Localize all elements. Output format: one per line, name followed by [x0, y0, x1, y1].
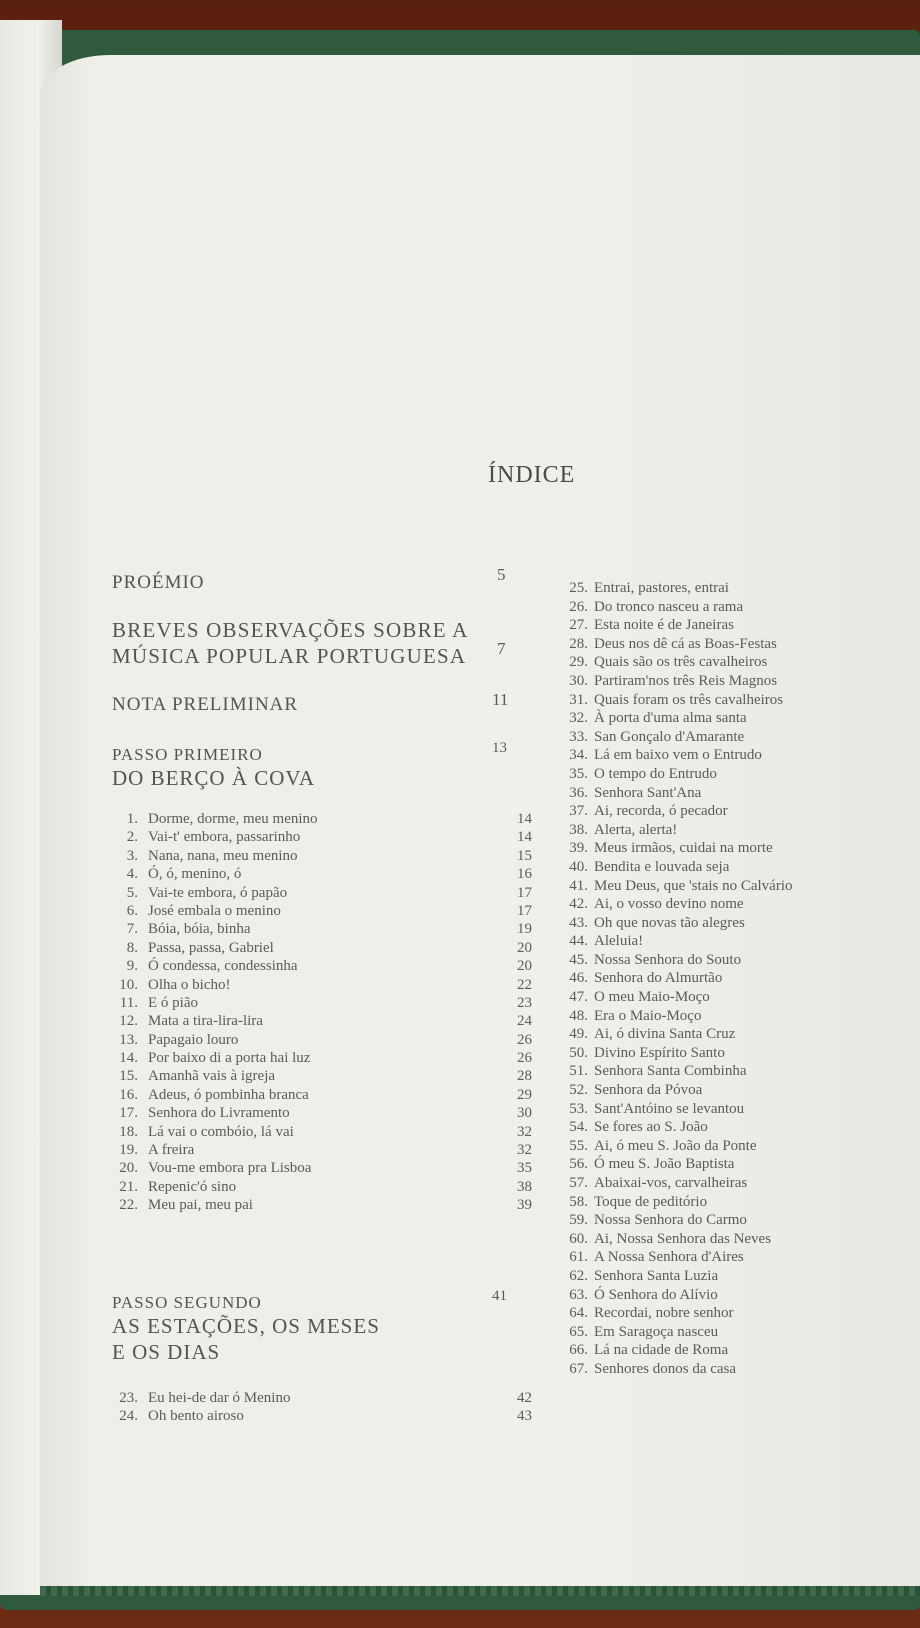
entry-number: 28.	[569, 635, 588, 652]
list-item	[560, 784, 880, 803]
list-item	[560, 728, 880, 747]
entry-number: 30.	[569, 672, 588, 689]
entry-number: 56.	[569, 1156, 588, 1173]
entry-title: Vai-te embora, ó papão	[148, 884, 288, 901]
list-item	[560, 1118, 880, 1137]
entry-number: 36.	[569, 784, 588, 801]
entry-number: 44.	[569, 933, 588, 950]
entry-number: 42.	[569, 896, 588, 913]
entry-title: Quais foram os três cavalheiros	[594, 691, 784, 708]
entry-page: 22	[517, 976, 532, 993]
entry-title: Ai, ó meu S. João da Ponte	[594, 1137, 757, 1154]
entry-number: 46.	[569, 970, 588, 987]
index-right-column	[560, 579, 880, 1379]
list-item	[112, 1159, 532, 1177]
entry-number: 10.	[119, 976, 138, 993]
entry-page: 19	[517, 921, 532, 938]
entry-page: 39	[517, 1197, 532, 1214]
entry-title: Abaixai-vos, carvalheiras	[594, 1175, 748, 1191]
list-item	[560, 616, 880, 635]
entry-number: 4.	[126, 866, 138, 883]
entry-title: Vai-t' embora, passarinho	[148, 829, 301, 846]
entry-number: 9.	[126, 958, 138, 975]
entry-title: Sant'Antóino se levantou	[594, 1100, 745, 1117]
entry-number: 25.	[569, 580, 588, 596]
entry-number: 32.	[569, 710, 588, 727]
book-binding	[40, 1586, 920, 1596]
entry-page: 42	[517, 1390, 532, 1406]
entry-title: Passa, passa, Gabriel	[148, 939, 274, 956]
entry-title: Alerta, alerta!	[594, 821, 678, 838]
entry-title: Divino Espírito Santo	[594, 1044, 725, 1061]
list-item	[560, 1062, 880, 1081]
list-item	[112, 902, 532, 920]
list-item	[112, 884, 532, 902]
entry-number: 39.	[569, 840, 588, 857]
list-item	[560, 988, 880, 1007]
entry-number: 12.	[119, 1013, 138, 1030]
entry-number: 62.	[569, 1267, 588, 1284]
entry-page: 35	[517, 1160, 532, 1177]
entry-page: 14	[517, 811, 532, 827]
entry-title: O meu Maio-Moço	[594, 989, 710, 1006]
list-item	[112, 1049, 532, 1067]
entry-title: Recordai, nobre senhor	[594, 1305, 734, 1322]
entry-title: José embala o menino	[148, 902, 281, 919]
list-item	[560, 1230, 880, 1249]
entry-number: 51.	[569, 1063, 588, 1080]
entry-number: 60.	[569, 1230, 588, 1247]
entry-number: 66.	[569, 1342, 588, 1359]
entry-number: 31.	[569, 691, 588, 708]
entry-title: Lá em baixo vem o Entrudo	[594, 747, 762, 764]
entry-number: 17.	[119, 1105, 138, 1122]
list-item	[112, 1178, 532, 1196]
entry-page: 15	[517, 847, 532, 864]
list-item	[560, 951, 880, 970]
section-passo2-page: 41	[492, 1288, 507, 1304]
entry-number: 18.	[119, 1123, 138, 1140]
list-item	[112, 920, 532, 938]
entry-title: Lá vai o combóio, lá vai	[148, 1123, 294, 1140]
list-item	[560, 579, 880, 598]
entry-number: 43.	[569, 914, 588, 931]
entry-number: 59.	[569, 1212, 588, 1229]
list-item	[112, 847, 532, 865]
section-breves-title-line1: BREVES OBSERVAÇÕES SOBRE A	[112, 618, 469, 642]
entry-number: 61.	[569, 1249, 588, 1266]
entry-title: E ó pião	[148, 994, 198, 1011]
list-item	[560, 691, 880, 710]
entry-title: Em Saragoça nasceu	[594, 1323, 719, 1340]
entry-title: Ó, ó, menino, ó	[148, 866, 242, 883]
entry-page: 32	[517, 1142, 532, 1159]
list-item	[112, 828, 532, 846]
entry-number: 11.	[119, 994, 138, 1011]
entry-title: Ai, recorda, ó pecador	[594, 803, 728, 820]
section-passo1-subtitle: DO BERÇO À COVA	[112, 766, 316, 790]
entry-page: 28	[517, 1068, 532, 1085]
entry-number: 49.	[569, 1026, 588, 1043]
entry-page: 26	[517, 1050, 532, 1067]
entry-number: 57.	[569, 1175, 588, 1191]
entry-title: Olha o bicho!	[148, 976, 231, 993]
page-title: ÍNDICE	[488, 462, 576, 488]
entry-number: 50.	[569, 1044, 588, 1061]
entry-title: Senhores donos da casa	[594, 1360, 737, 1377]
entry-title: Ó meu S. João Baptista	[594, 1156, 735, 1173]
entry-number: 3.	[126, 847, 138, 864]
entry-title: Adeus, ó pombinha branca	[148, 1086, 309, 1103]
list-item	[560, 1007, 880, 1026]
list-item	[560, 1081, 880, 1100]
entry-title: Oh que novas tão alegres	[594, 914, 745, 931]
list-item	[560, 1304, 880, 1323]
entry-number: 63.	[569, 1286, 588, 1303]
entry-title: Repenic'ó sino	[148, 1178, 237, 1195]
list-item	[560, 858, 880, 877]
entry-page: 24	[517, 1013, 532, 1030]
list-item	[112, 1196, 532, 1214]
entry-number: 52.	[569, 1082, 588, 1099]
entry-title: Ai, ó divina Santa Cruz	[594, 1026, 736, 1043]
entry-title: Ai, o vosso devino nome	[594, 896, 744, 913]
entry-title: Ó condessa, condessinha	[148, 958, 298, 975]
list-item	[560, 746, 880, 765]
section-passo1-page: 13	[492, 740, 507, 756]
entry-number: 67.	[569, 1360, 588, 1377]
list-item	[112, 1141, 532, 1159]
entry-number: 37.	[569, 803, 588, 820]
entry-number: 33.	[569, 728, 588, 745]
entry-number: 27.	[569, 617, 588, 634]
entry-title: San Gonçalo d'Amarante	[594, 728, 745, 745]
entry-number: 16.	[119, 1086, 138, 1103]
list-item	[560, 969, 880, 988]
entry-title: Se fores ao S. João	[594, 1119, 708, 1136]
entry-number: 64.	[569, 1305, 588, 1322]
entry-page: 17	[517, 884, 532, 901]
entry-number: 35.	[569, 765, 588, 782]
entry-number: 15.	[119, 1068, 138, 1085]
list-item	[560, 1211, 880, 1230]
entry-page: 43	[517, 1408, 532, 1425]
list-item	[560, 1193, 880, 1212]
entry-title: Senhora da Póvoa	[594, 1082, 703, 1099]
list-item	[112, 1389, 532, 1407]
entry-number: 58.	[569, 1193, 588, 1210]
list-item	[560, 1044, 880, 1063]
list-item	[560, 709, 880, 728]
entry-number: 29.	[569, 654, 588, 671]
list-item	[560, 765, 880, 784]
entry-title: Vou-me embora pra Lisboa	[148, 1160, 312, 1177]
list-item	[560, 802, 880, 821]
list-item	[560, 932, 880, 951]
entry-number: 2.	[126, 829, 138, 846]
list-item	[112, 976, 532, 994]
entry-number: 41.	[569, 877, 588, 894]
entry-page: 16	[517, 866, 532, 883]
list-item	[112, 1031, 532, 1049]
entry-title: Dorme, dorme, meu menino	[148, 811, 318, 827]
entry-page: 30	[517, 1105, 532, 1122]
entry-page: 20	[517, 958, 532, 975]
entry-title: Esta noite é de Janeiras	[594, 617, 734, 634]
entry-page: 26	[517, 1031, 532, 1048]
list-item	[112, 1086, 532, 1104]
list-item	[560, 1360, 880, 1379]
entry-page: 29	[517, 1086, 532, 1103]
entry-number: 5.	[126, 884, 138, 901]
entry-title: Oh bento airoso	[148, 1408, 244, 1425]
entry-page: 38	[517, 1178, 532, 1195]
entry-number: 47.	[569, 989, 588, 1006]
entry-number: 26.	[569, 598, 588, 615]
entry-title: Meu Deus, que 'stais no Calvário	[594, 877, 793, 894]
entry-number: 20.	[119, 1160, 138, 1177]
list-item	[112, 810, 532, 828]
list-item	[560, 1137, 880, 1156]
section-nota-page: 11	[492, 690, 509, 709]
entry-title: Partiram'nos três Reis Magnos	[594, 672, 778, 689]
entry-page: 23	[517, 994, 532, 1011]
entry-title: Ai, Nossa Senhora das Neves	[594, 1230, 772, 1247]
list-item	[560, 672, 880, 691]
list-item	[560, 635, 880, 654]
section-proemio-page: 5	[497, 565, 506, 584]
entry-title: Senhora Santa Luzia	[594, 1267, 719, 1284]
entry-title: Mata a tira-lira-lira	[148, 1013, 263, 1030]
entry-title: Papagaio louro	[148, 1031, 239, 1048]
section-nota-title: NOTA PRELIMINAR	[112, 694, 299, 715]
entry-number: 22.	[119, 1197, 138, 1214]
entry-title: Senhora Santa Combinha	[594, 1063, 747, 1080]
entry-title: Meu pai, meu pai	[148, 1197, 253, 1214]
list-item	[112, 1123, 532, 1141]
section-breves-page: 7	[497, 639, 506, 658]
entry-title: Senhora do Livramento	[148, 1105, 290, 1122]
entry-title: Toque de peditório	[594, 1193, 708, 1210]
list-item	[560, 653, 880, 672]
entry-page: 20	[517, 939, 532, 956]
list-item	[560, 1174, 880, 1193]
list-item	[560, 839, 880, 858]
list-item	[560, 598, 880, 617]
entry-title: O tempo do Entrudo	[594, 765, 717, 782]
entry-title: Por baixo di a porta hai luz	[148, 1050, 311, 1067]
entry-number: 24.	[119, 1408, 138, 1425]
entry-title: Entrai, pastores, entrai	[594, 580, 729, 596]
entry-title: Lá na cidade de Roma	[594, 1342, 729, 1359]
list-item	[112, 865, 532, 883]
entry-title: Era o Maio-Moço	[594, 1007, 702, 1024]
entry-title: Bendita e louvada seja	[594, 858, 730, 875]
section-passo1-title: PASSO PRIMEIRO	[112, 745, 263, 764]
entry-title: Nossa Senhora do Souto	[594, 951, 742, 968]
entry-title: Meus irmãos, cuidai na morte	[594, 840, 773, 857]
list-item	[560, 1323, 880, 1342]
entry-page: 17	[517, 902, 532, 919]
entry-title: À porta d'uma alma santa	[594, 710, 747, 727]
entry-title: Do tronco nasceu a rama	[594, 598, 744, 615]
list-item	[560, 1267, 880, 1286]
section-passo2-title: PASSO SEGUNDO	[112, 1293, 262, 1312]
list-item	[112, 1012, 532, 1030]
section-proemio-title: PROÉMIO	[112, 572, 205, 593]
entry-number: 55.	[569, 1137, 588, 1154]
entry-number: 34.	[569, 747, 588, 764]
list-item	[560, 1100, 880, 1119]
section-passo2-subtitle-line1: AS ESTAÇÕES, OS MESES	[112, 1314, 380, 1338]
entry-title: Eu hei-de dar ó Menino	[148, 1390, 291, 1406]
entry-title: Nossa Senhora do Carmo	[594, 1212, 747, 1229]
entry-title: Nana, nana, meu menino	[148, 847, 298, 864]
entry-number: 13.	[119, 1031, 138, 1048]
entry-number: 19.	[119, 1142, 138, 1159]
section-passo2-subtitle-line2: E OS DIAS	[112, 1340, 221, 1364]
entry-title: Amanhã vais à igreja	[148, 1068, 276, 1085]
entry-number: 53.	[569, 1100, 588, 1117]
list-item	[112, 957, 532, 975]
list-item	[112, 1407, 532, 1425]
entry-title: A freira	[148, 1142, 195, 1159]
list-item	[112, 1067, 532, 1085]
entry-number: 48.	[569, 1007, 588, 1024]
entry-number: 8.	[126, 939, 138, 956]
list-item	[560, 821, 880, 840]
list-item	[112, 939, 532, 957]
list-item	[560, 1248, 880, 1267]
entry-number: 14.	[119, 1050, 138, 1067]
entry-title: Senhora Sant'Ana	[594, 784, 702, 801]
entry-title: Senhora do Almurtão	[594, 970, 723, 987]
list-item	[560, 1286, 880, 1305]
entry-title: Deus nos dê cá as Boas-Festas	[594, 635, 777, 652]
entry-number: 40.	[569, 858, 588, 875]
list-item	[560, 914, 880, 933]
list-item	[560, 1341, 880, 1360]
entry-title: Bóia, bóia, binha	[148, 921, 251, 938]
entry-number: 1.	[126, 811, 138, 827]
entry-number: 65.	[569, 1323, 588, 1340]
list-item	[560, 1025, 880, 1044]
section-breves-title-line2: MÚSICA POPULAR PORTUGUESA	[112, 644, 467, 668]
entry-number: 45.	[569, 951, 588, 968]
entry-title: Ó Senhora do Alívio	[594, 1286, 718, 1303]
entry-title: A Nossa Senhora d'Aires	[594, 1249, 744, 1266]
entry-number: 23.	[119, 1390, 138, 1406]
entry-page: 32	[517, 1123, 532, 1140]
passo1-entry-list	[112, 810, 532, 1215]
list-item	[112, 994, 532, 1012]
entry-number: 54.	[569, 1119, 588, 1136]
list-item	[112, 1104, 532, 1122]
entry-title: Quais são os três cavalheiros	[594, 654, 768, 671]
entry-number: 38.	[569, 821, 588, 838]
passo2-entry-list	[112, 1389, 532, 1426]
list-item	[560, 1155, 880, 1174]
entry-number: 21.	[119, 1178, 138, 1195]
entry-number: 6.	[126, 902, 138, 919]
entry-number: 7.	[126, 921, 138, 938]
entry-title: Aleluia!	[594, 933, 644, 950]
entry-page: 14	[517, 829, 532, 846]
list-item	[560, 877, 880, 896]
list-item	[560, 895, 880, 914]
